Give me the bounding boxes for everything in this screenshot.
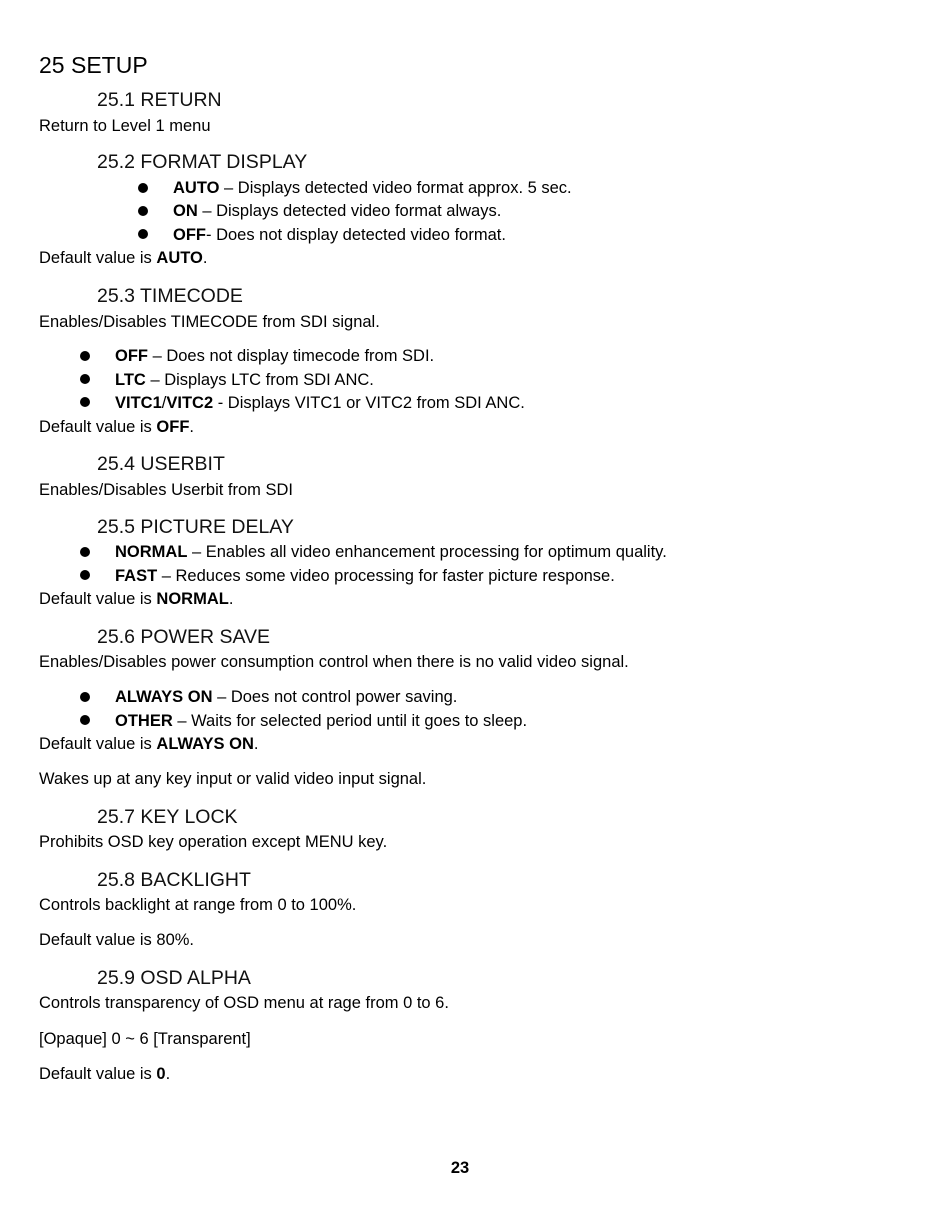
bullet-icon <box>80 570 90 580</box>
return-text: Return to Level 1 menu <box>39 117 211 135</box>
list-item: ON – Displays detected video format always. <box>173 202 502 220</box>
list-item: AUTO – Displays detected video format approx. 5 sec. <box>173 179 572 197</box>
backlight-text: Controls backlight at range from 0 to 100%. <box>39 896 357 914</box>
default-value-power-save: Default value is ALWAYS ON. <box>39 735 259 753</box>
default-value-osd-alpha: Default value is 0. <box>39 1065 171 1083</box>
power-save-text: Enables/Disables power consumption control when there is no valid video signal. <box>39 653 629 671</box>
list-item: OTHER – Waits for selected period until it goes to sleep. <box>115 712 528 730</box>
default-value-picture-delay: Default value is NORMAL. <box>39 590 234 608</box>
heading-osd-alpha: 25.9 OSD ALPHA <box>97 967 251 989</box>
key-lock-text: Prohibits OSD key operation except MENU key. <box>39 833 388 851</box>
osd-alpha-text: Controls transparency of OSD menu at rage from 0 to 6. <box>39 994 449 1012</box>
bullet-icon <box>80 715 90 725</box>
timecode-text: Enables/Disables TIMECODE from SDI signal. <box>39 313 380 331</box>
default-value-format-display: Default value is AUTO. <box>39 249 208 267</box>
list-item: NORMAL – Enables all video enhancement processing for optimum quality. <box>115 543 667 561</box>
bullet-icon <box>80 547 90 557</box>
list-item: LTC – Displays LTC from SDI ANC. <box>115 371 374 389</box>
default-value-backlight: Default value is 80%. <box>39 931 195 949</box>
list-item: FAST – Reduces some video processing for faster picture response. <box>115 567 615 585</box>
bullet-icon <box>138 183 148 193</box>
heading-backlight: 25.8 BACKLIGHT <box>97 869 251 891</box>
power-save-note: Wakes up at any key input or valid video input signal. <box>39 770 427 788</box>
heading-return: 25.1 RETURN <box>97 89 222 111</box>
list-item: OFF – Does not display timecode from SDI. <box>115 347 435 365</box>
userbit-text: Enables/Disables Userbit from SDI <box>39 481 294 499</box>
osd-alpha-range: [Opaque] 0 ~ 6 [Transparent] <box>39 1030 251 1048</box>
bullet-icon <box>80 351 90 361</box>
heading-key-lock: 25.7 KEY LOCK <box>97 806 238 828</box>
default-value-timecode: Default value is OFF. <box>39 418 194 436</box>
list-item: VITC1/VITC2 - Displays VITC1 or VITC2 from SDI ANC. <box>115 394 525 412</box>
list-item: ALWAYS ON – Does not control power saving. <box>115 688 458 706</box>
bullet-icon <box>80 374 90 384</box>
heading-format-display: 25.2 FORMAT DISPLAY <box>97 151 308 173</box>
heading-power-save: 25.6 POWER SAVE <box>97 626 271 648</box>
bullet-icon <box>80 397 90 407</box>
heading-timecode: 25.3 TIMECODE <box>97 285 243 307</box>
bullet-icon <box>80 692 90 702</box>
section-title: 25 SETUP <box>39 52 148 78</box>
heading-picture-delay: 25.5 PICTURE DELAY <box>97 516 294 538</box>
page-number: 23 <box>450 1159 470 1177</box>
bullet-icon <box>138 206 148 216</box>
bullet-icon <box>138 229 148 239</box>
heading-userbit: 25.4 USERBIT <box>97 453 225 475</box>
list-item: OFF- Does not display detected video format. <box>173 226 506 244</box>
